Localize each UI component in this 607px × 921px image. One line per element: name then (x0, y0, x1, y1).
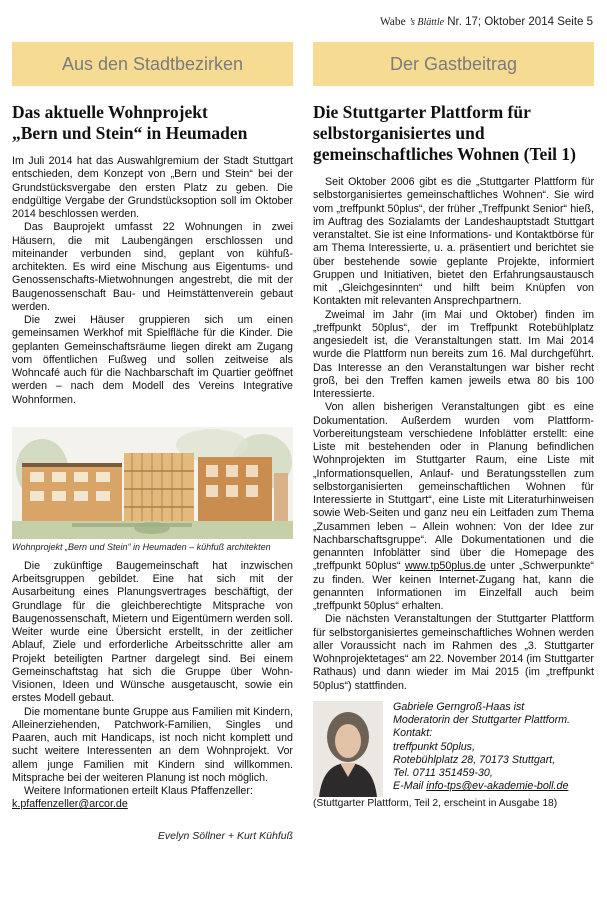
paragraph: Die nächsten Veranstaltungen der Stuttgarter Plattform für selbstorganisiertes gemeinschaftliches Wohnen werden aller Voraussicht nach im Rahmen des „3. Stuttgarter Wohnprojektetages“ am 22. November 2014 (im Stuttgarter Rathaus) und dann wieder im Mai 2015 (im „treffpunkt 50plus“) stattfinden. (313, 613, 594, 692)
paragraph-email (12, 798, 293, 811)
section-banner-gastbeitrag: Der Gastbeitrag (313, 42, 594, 86)
paragraph-text: Von allen bisherigen Veranstaltungen gibt es eine Dokumentation. Außerdem wurden vom Plattform-Vorbereitungsteam verschiedene Infoblätter erstellt: eine Liste mit bestehenden oder in Planung befindlichen Wohnprojekten im Stuttgarter Raum, eine Liste mit „Informationsquellen, Anlauf- und Beratungsstellen zum selbstorganisierten gemeinschaftlichen Wohnen für Interessierte in Stuttgart“, eine Liste mit Literaturhinweisen sowie Web-Seiten und ganz neu ein Leitfaden zum Thema „Zusammen leben – Allein wohnen: Von der Idee zur Nachbarschaftsgruppe“. Alle Dokumentationen und die genannten Infoblätter sind über die Homepage des „treffpunkt 50plus“ (313, 401, 594, 573)
contact-email-label: E-Mail (393, 780, 427, 793)
paragraph: Weitere Informationen erteilt Klaus Pfaffenzeller: (24, 785, 253, 797)
title-line: selbstorganisiertes und (313, 123, 485, 143)
website-link-tp50plus[interactable]: www.tp50plus.de (404, 560, 486, 573)
portrait-image (313, 701, 383, 797)
paragraph: Zweimal im Jahr (im Mai und Oktober) finden im „treffpunkt 50plus“, der im Treffpunkt Rotebühlplatz angesiedelt ist, die Veranstaltungen statt. Im Mai 2014 wurde die Plattform nun bereits zum 16. Mal durchgeführt. Das Interesse an den Veranstaltungen war bisher recht groß, bei den Treffen kamen jeweils etwa 80 bis 100 Interessierte. (313, 308, 594, 400)
article-title-plattform (313, 102, 594, 165)
paragraph: Die momentane bunte Gruppe aus Familien mit Kindern, Alleinerziehenden, Patchwork-Familien, Singles und Paaren, auch mit Handicaps, ist noch nicht komplett und sucht weitere Interessenten an dem Wohnprojekt. Vor allem junge Familien mit Kindern sind willkommen. Mitsprache bei der weiteren Planung ist noch möglich. (12, 705, 293, 784)
paragraph (313, 401, 594, 613)
paragraph: Seit Oktober 2006 gibt es die „Stuttgarter Plattform für selbstorganisiertes gemeinschaftliches Wohnen“. Sie wird vom „treffpunkt 50plus“, der früher „Treffpunkt Senior“ hieß, im Auftrag des Sozialamts der Landeshauptstadt Stuttgart veranstaltet. Sie ist eine Informations- und Kontaktbörse für am Thema Interessierte, u. a. präsentiert und berichtet sie über bestehende sowie geplante Projekte, informiert Gruppen und Initiativen, bietet den Erfahrungsaustausch mit „Gleichgesinnten“ und hilft beim Knüpfen von Kontakten mit relevanten Ansprechpartnern. (313, 176, 594, 308)
article-title-wohnprojekt (12, 102, 293, 144)
paragraph: Die zwei Häuser gruppieren sich um einen gemeinsamen Werkhof mit Spielfläche für die Kinder. Die geplanten Gemeinschaftsräume liegen direkt am Zugang vom öffentlichen Fußweg und sollen zeitweise als Wohncafé auch für die Nachbarschaft im Quartier geöffnet werden – nach dem Modell des Vereins Integrative Wohnformen. (12, 314, 293, 406)
title-line: Das aktuelle Wohnprojekt (12, 102, 208, 122)
title-line: gemeinschaftliches Wohnen (Teil 1) (313, 144, 576, 164)
title-line: Die Stuttgarter Plattform für (313, 102, 531, 122)
paragraph: Die zukünftige Baugemeinschaft hat inzwischen Arbeitsgruppen gebildet. Eine hat sich mit der Ausarbeitung eines Planungsvertrages beschäftigt, der Grundlage für die gleichberechtigte Mitsprache von Baugenossenschaft, Mietern und Eigentümern werden soll. Weiter wurde eine Übersicht erstellt, in der zeitlicher Ablauf, Ziele und erforderliche Arbeitsschritte aller am Projekt beteiligten Partner dargelegt sind. Bei einem Gemeinschaftstag hat sich die Gruppe über Wohn-Visionen, Ideen und Wünsche ausgetauscht, sowie ein erstes Modell gebaut. (12, 559, 293, 705)
contact-line: Gabriele Gerngroß-Haas ist (393, 700, 525, 713)
portrait-photo (313, 701, 383, 797)
contact-box (313, 701, 594, 811)
section-banner-stadtbezirke: Aus den Stadtbezirken (12, 42, 293, 86)
contact-line: treffpunkt 50plus, (393, 740, 475, 753)
newsletter-brand-suffix: ’s Blättle (408, 17, 445, 28)
contact-line: Moderatorin der Stuttgarter Plattform. (393, 714, 571, 726)
figure-caption: Wohnprojekt „Bern und Stein“ in Heumaden – kühfuß architekten (12, 541, 271, 552)
contact-email-line (393, 780, 594, 793)
left-column (12, 42, 293, 842)
paragraph: Im Juli 2014 hat das Auswahlgremium der Stadt Stuttgart entschieden, dem Konzept von „Bern und Stein“ bei der Grundstücksvergabe den ersten Platz zu geben. Die endgültige Vergabe der Grundstücksoption soll im Oktober 2014 beschlossen werden. (12, 155, 293, 220)
contact-line: Kontakt: (393, 727, 433, 740)
page-header (380, 16, 593, 28)
contact-details (393, 701, 594, 794)
email-link-tps[interactable]: info-tps@ev-akademie-boll.de (426, 780, 569, 793)
paragraph: Das Bauprojekt umfasst 22 Wohnungen in zwei Häusern, die mit Laubengängen erschlossen und miteinander verbunden sind, geplant von kühfuß-architekten. Es wird eine Mischung aus Eigentums- und Genossenschafts-Mietwohnungen angestrebt, die mit der Baugenossenschaft Bau- und Heimstättenverein gebaut werden. (12, 221, 293, 313)
issue-info: Nr. 17; Oktober 2014 Seite 5 (444, 16, 593, 28)
paragraph-text: unter „Schwerpunkte“ zu finden. Wer keinen Internet-Zugang hat, kann die genannten Informationen im Einzelfall auch beim „treffpunkt 50plus“ erhalten. (313, 560, 594, 612)
building-illustration (12, 427, 293, 539)
contact-line: Rotebühlplatz 28, 70173 Stuttgart, (393, 753, 556, 766)
title-line: „Bern und Stein“ in Heumaden (12, 123, 248, 143)
contact-line: Tel. 0711 351459-30, (393, 767, 493, 779)
email-link-pfaffenzeller[interactable]: k.pfaffenzeller@arcor.de (12, 798, 128, 811)
article-author: Evelyn Söllner + Kurt Kühfuß (157, 829, 293, 842)
series-note: (Stuttgarter Plattform, Teil 2, erscheint in Ausgabe 18) (313, 797, 558, 809)
newsletter-brand: Wabe (379, 16, 406, 28)
architecture-drawing (12, 427, 293, 539)
right-column (313, 42, 594, 811)
